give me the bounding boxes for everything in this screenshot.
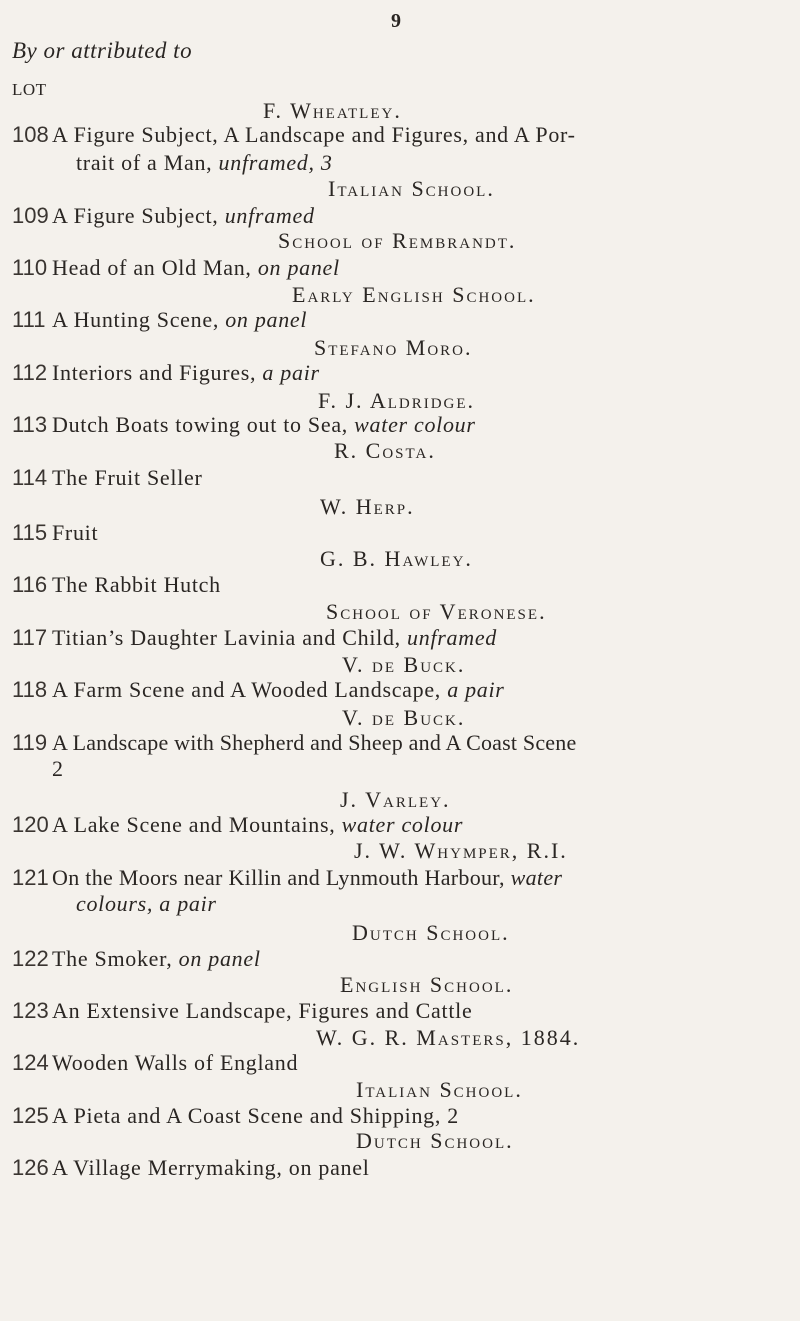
lot-title-line <box>52 812 463 838</box>
lot-number: 121 <box>12 865 49 890</box>
lot-title: Titian’s Daughter Lavinia and Child, <box>52 625 401 650</box>
lot-title: A Lake Scene and Mountains, <box>52 812 336 837</box>
lot-number: 117 <box>12 625 48 650</box>
lot-title: On the Moors near Killin and Lynmouth Harbour, <box>52 865 505 890</box>
lot-note: unframed <box>218 203 315 228</box>
lot-116-artist: G. B. Hawley. <box>320 546 473 571</box>
lot-title: Wooden Walls of England <box>52 1050 299 1075</box>
lot-110-artist: School of Rembrandt. <box>278 228 517 253</box>
lot-125-artist: Italian School. <box>356 1077 523 1102</box>
lot-number: 126 <box>12 1155 49 1180</box>
lot-title: The Fruit Seller <box>52 465 203 490</box>
lot-number: 124 <box>12 1050 49 1075</box>
lot-119-artist: V. de Buck. <box>342 705 466 730</box>
lot-note: water <box>504 865 563 890</box>
lot-title-continued <box>76 150 333 176</box>
lot-number: 123 <box>12 998 49 1023</box>
lot-title-line <box>52 625 497 651</box>
lot-title: Head of an Old Man, <box>52 255 252 280</box>
lot-number: 119 <box>12 730 48 755</box>
lot-note: water colour <box>335 812 464 837</box>
lot-122-artist: Dutch School. <box>352 920 510 945</box>
lot-title: A Landscape with Shepherd and Sheep and A Coast Scene <box>52 730 577 755</box>
lot-number: 113 <box>12 412 48 437</box>
lot-title: Interiors and Figures, <box>52 360 257 385</box>
lot-114-artist: R. Costa. <box>334 438 436 463</box>
lot-note: a pair <box>256 360 320 385</box>
lot-112-artist: Stefano Moro. <box>314 335 473 360</box>
lot-note: on panel <box>172 946 261 971</box>
lot-note-continued: colours, a pair <box>76 891 217 916</box>
lot-124-artist: W. G. R. Masters, 1884. <box>316 1025 581 1050</box>
lot-number: 115 <box>12 520 48 545</box>
lot-115-artist: W. Herp. <box>320 494 415 519</box>
lot-number: 118 <box>12 677 48 702</box>
lot-111-artist: Early English School. <box>292 282 536 307</box>
lot-120-artist: J. Varley. <box>340 787 451 812</box>
lot-113-artist: F. J. Aldridge. <box>318 388 476 413</box>
lot-note: unframed, 3 <box>212 150 333 175</box>
page-number: 9 <box>391 10 401 32</box>
lot-123-artist: English School. <box>340 972 514 997</box>
lot-title-continued: 2 <box>52 756 64 781</box>
lot-121-artist: J. W. Whymper, R.I. <box>354 838 568 863</box>
lot-title: A Village Merrymaking, on panel <box>52 1155 370 1180</box>
lot-title-cont-text: trait of a Man, <box>76 150 213 175</box>
lot-title-line <box>52 946 261 972</box>
lot-title: The Rabbit Hutch <box>52 572 221 597</box>
lot-title-line <box>52 865 562 891</box>
lot-note: on panel <box>251 255 340 280</box>
lot-number: 109 <box>12 203 49 228</box>
lot-title-line <box>52 360 320 386</box>
lot-title-line <box>52 307 307 333</box>
lot-108-artist: F. Wheatley. <box>263 98 402 123</box>
lot-117-artist: School of Veronese. <box>326 599 547 624</box>
lot-note: unframed <box>400 625 497 650</box>
lot-title: An Extensive Landscape, Figures and Cattle <box>52 998 473 1023</box>
lot-column-label: LOT <box>12 80 47 99</box>
lot-note: water colour <box>347 412 476 437</box>
lot-number: 111 <box>12 307 46 332</box>
lot-title: A Hunting Scene, <box>52 307 220 332</box>
lot-number: 112 <box>12 360 48 385</box>
lot-title-line <box>52 412 476 438</box>
lot-title-line <box>52 255 340 281</box>
lot-title: A Figure Subject, A Landscape and Figures, and A Por- <box>52 122 576 147</box>
lot-title-line <box>52 203 315 229</box>
lot-note: on panel <box>219 307 308 332</box>
lot-title: A Farm Scene and A Wooded Landscape, <box>52 677 441 702</box>
section-header: By or attributed to <box>12 38 193 63</box>
lot-title-line <box>52 677 505 703</box>
lot-title: A Figure Subject, <box>52 203 219 228</box>
lot-118-artist: V. de Buck. <box>342 652 466 677</box>
lot-number: 120 <box>12 812 49 837</box>
lot-number: 108 <box>12 122 49 147</box>
lot-number: 110 <box>12 255 48 280</box>
lot-note: a pair <box>441 677 505 702</box>
lot-number: 116 <box>12 572 48 597</box>
lot-title: A Pieta and A Coast Scene and Shipping, 2 <box>52 1103 459 1128</box>
lot-number: 122 <box>12 946 49 971</box>
lot-number: 114 <box>12 465 48 490</box>
lot-109-artist: Italian School. <box>328 176 495 201</box>
lot-126-artist: Dutch School. <box>356 1128 514 1153</box>
lot-number: 125 <box>12 1103 49 1128</box>
lot-title: Fruit <box>52 520 99 545</box>
lot-title: The Smoker, <box>52 946 173 971</box>
lot-title: Dutch Boats towing out to Sea, <box>52 412 348 437</box>
